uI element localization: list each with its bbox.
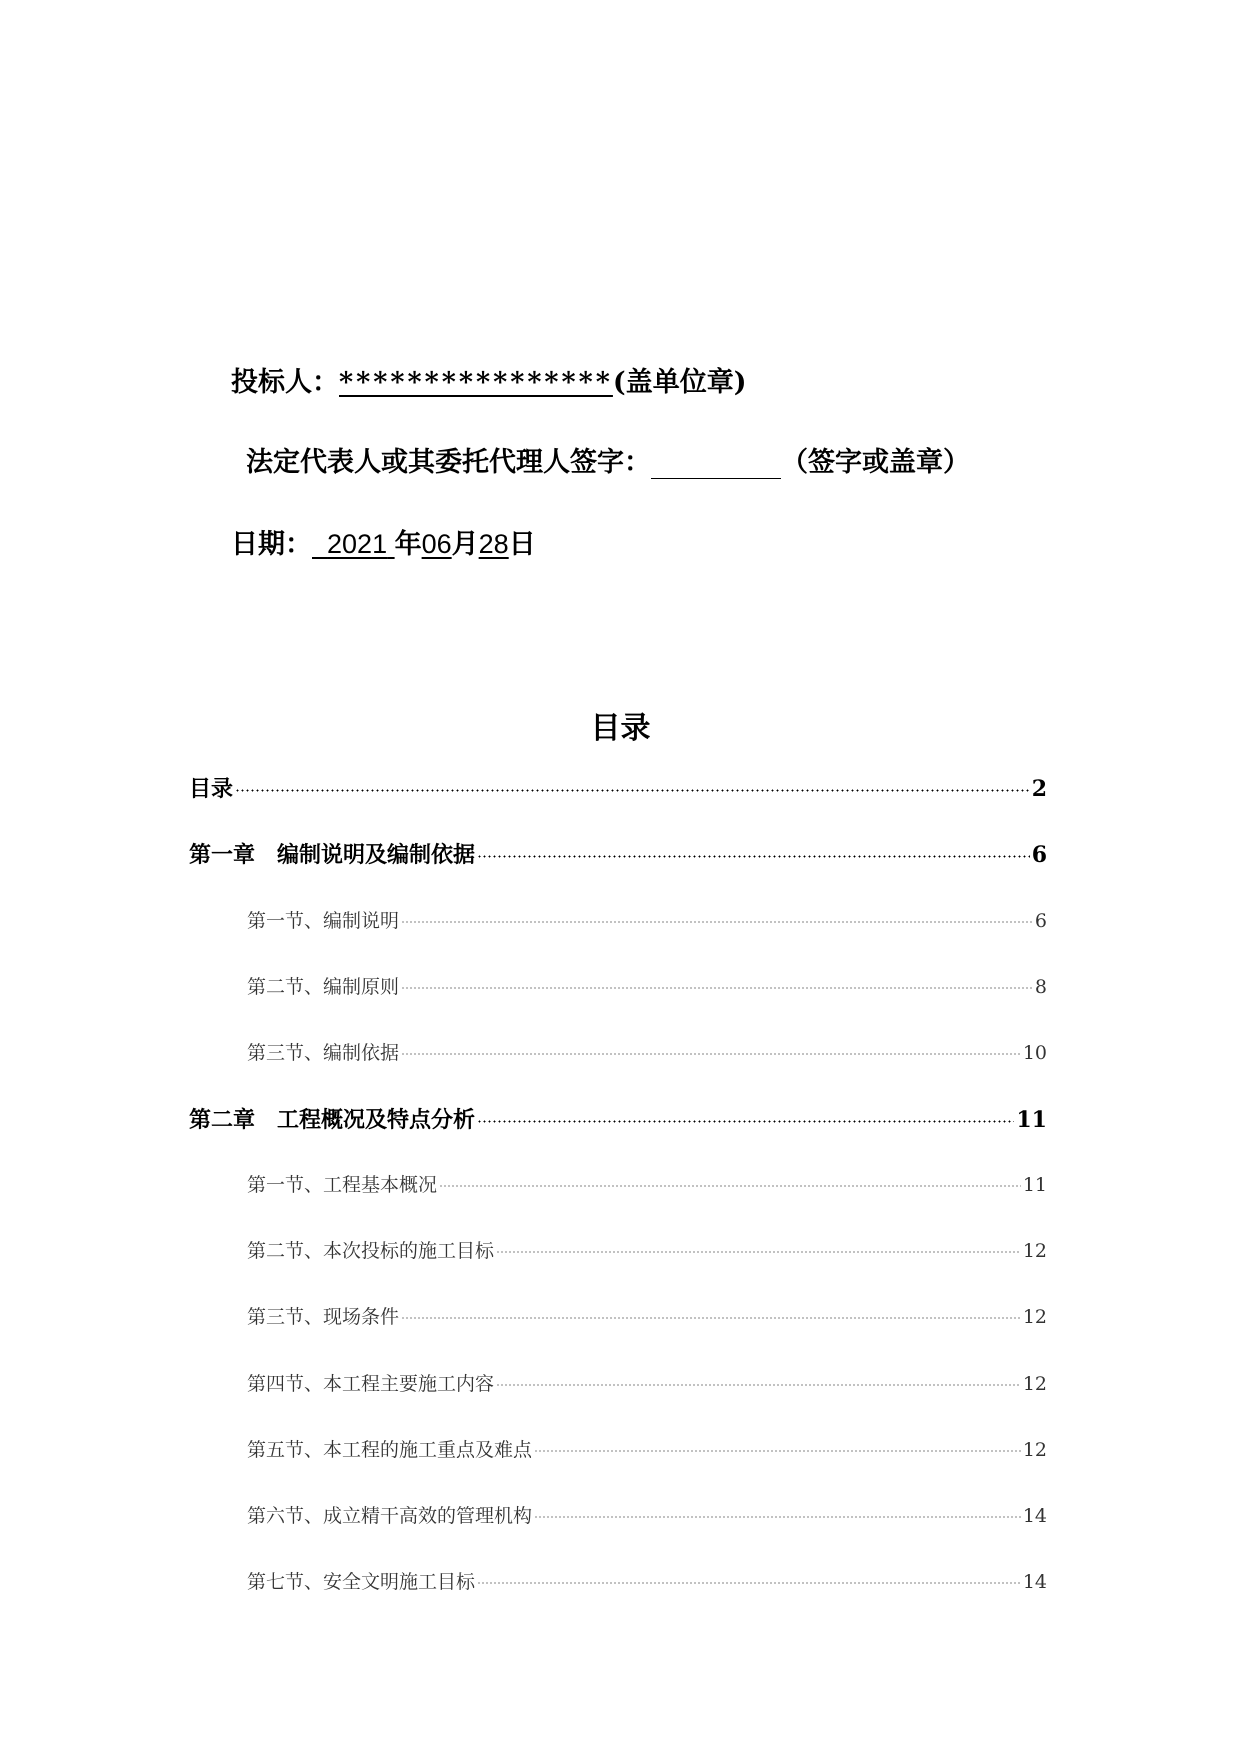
toc-entry[interactable]: [189, 772, 1047, 803]
date-day-unit: 日: [508, 529, 536, 560]
bidder-value: ****************: [339, 367, 613, 398]
toc-entry-page: 12: [1022, 1439, 1047, 1461]
toc-entry-text: 第二节、本次投标的施工目标: [247, 1240, 495, 1262]
toc-entry-text: 第三节、现场条件: [247, 1306, 400, 1328]
representative-line: [246, 440, 970, 479]
toc-entry[interactable]: [247, 1236, 1047, 1263]
toc-entry-text: 第六节、成立精干高效的管理机构: [247, 1505, 533, 1527]
toc-entry-page: 14: [1022, 1505, 1047, 1527]
toc-entry-page: 12: [1022, 1306, 1047, 1328]
toc-entry[interactable]: [247, 1369, 1047, 1396]
date-month: 06: [421, 529, 452, 559]
toc-entry-text: 第二章 工程概况及特点分析: [189, 1107, 476, 1133]
toc-leader: [401, 1040, 1021, 1059]
toc-entry-text: 第四节、本工程主要施工内容: [247, 1373, 495, 1395]
toc-entry-text: 第一节、工程基本概况: [247, 1174, 438, 1196]
toc-entry[interactable]: [247, 1302, 1047, 1329]
toc-leader: [401, 974, 1033, 993]
toc-entry-page: 8: [1034, 976, 1047, 998]
date-month-unit: 月: [451, 529, 479, 560]
toc-leader: [534, 1437, 1021, 1456]
bidder-line: [231, 360, 746, 399]
toc-entry-text: 第五节、本工程的施工重点及难点: [247, 1439, 533, 1461]
toc-leader: [496, 1238, 1021, 1257]
toc-entry-page: 11: [1022, 1174, 1047, 1196]
toc-entry-text: 第一章 编制说明及编制依据: [189, 842, 476, 868]
date-year-unit: 年: [394, 529, 422, 560]
toc-entry-page: 2: [1031, 776, 1047, 802]
toc-entry-text: 第三节、编制依据: [247, 1042, 400, 1064]
toc-entry-page: 12: [1022, 1373, 1047, 1395]
bidder-seal-note: (盖单位章): [612, 367, 747, 398]
toc-leader: [401, 908, 1033, 927]
toc-entry[interactable]: [247, 1038, 1047, 1065]
toc-entry-text: 第二节、编制原则: [247, 976, 400, 998]
signature-note: （签字或盖章）: [781, 447, 970, 478]
toc-entry-page: 11: [1016, 1107, 1047, 1133]
toc-title: 目录: [590, 711, 651, 746]
toc-leader: [401, 1304, 1021, 1323]
toc-entry-text: 第一节、编制说明: [247, 910, 400, 932]
representative-label: 法定代表人或其委托代理人签字：: [246, 447, 651, 478]
toc-entry[interactable]: [247, 1501, 1047, 1528]
toc-entry[interactable]: [247, 972, 1047, 999]
toc-leader: [496, 1371, 1021, 1390]
toc-leader: [477, 840, 1030, 862]
toc-entry[interactable]: [247, 1567, 1047, 1594]
toc-leader: [477, 1569, 1021, 1588]
toc-entry[interactable]: [247, 1170, 1047, 1197]
toc-entry[interactable]: [189, 838, 1047, 869]
date-year-value: 2021: [327, 529, 388, 559]
toc-leader: [235, 774, 1030, 796]
date-line: [231, 522, 536, 561]
signature-blank: [651, 452, 781, 479]
toc-entry[interactable]: [247, 1435, 1047, 1462]
toc-entry-page: 10: [1022, 1042, 1047, 1064]
toc-entry-page: 6: [1034, 910, 1047, 932]
date-year: [312, 529, 395, 559]
toc-entry-page: 14: [1022, 1571, 1047, 1593]
toc-entry-text: 目录: [189, 776, 234, 802]
toc-entry[interactable]: [189, 1103, 1047, 1134]
toc-leader: [439, 1172, 1021, 1191]
toc-entry-text: 第七节、安全文明施工目标: [247, 1571, 476, 1593]
date-label: 日期：: [231, 529, 312, 560]
bidder-label: 投标人：: [231, 367, 339, 398]
date-day: 28: [478, 529, 509, 559]
toc-entry-page: 6: [1031, 842, 1047, 868]
toc-entry-page: 12: [1022, 1240, 1047, 1262]
toc-leader: [534, 1503, 1021, 1522]
toc-leader: [477, 1105, 1014, 1127]
toc-entry[interactable]: [247, 906, 1047, 933]
